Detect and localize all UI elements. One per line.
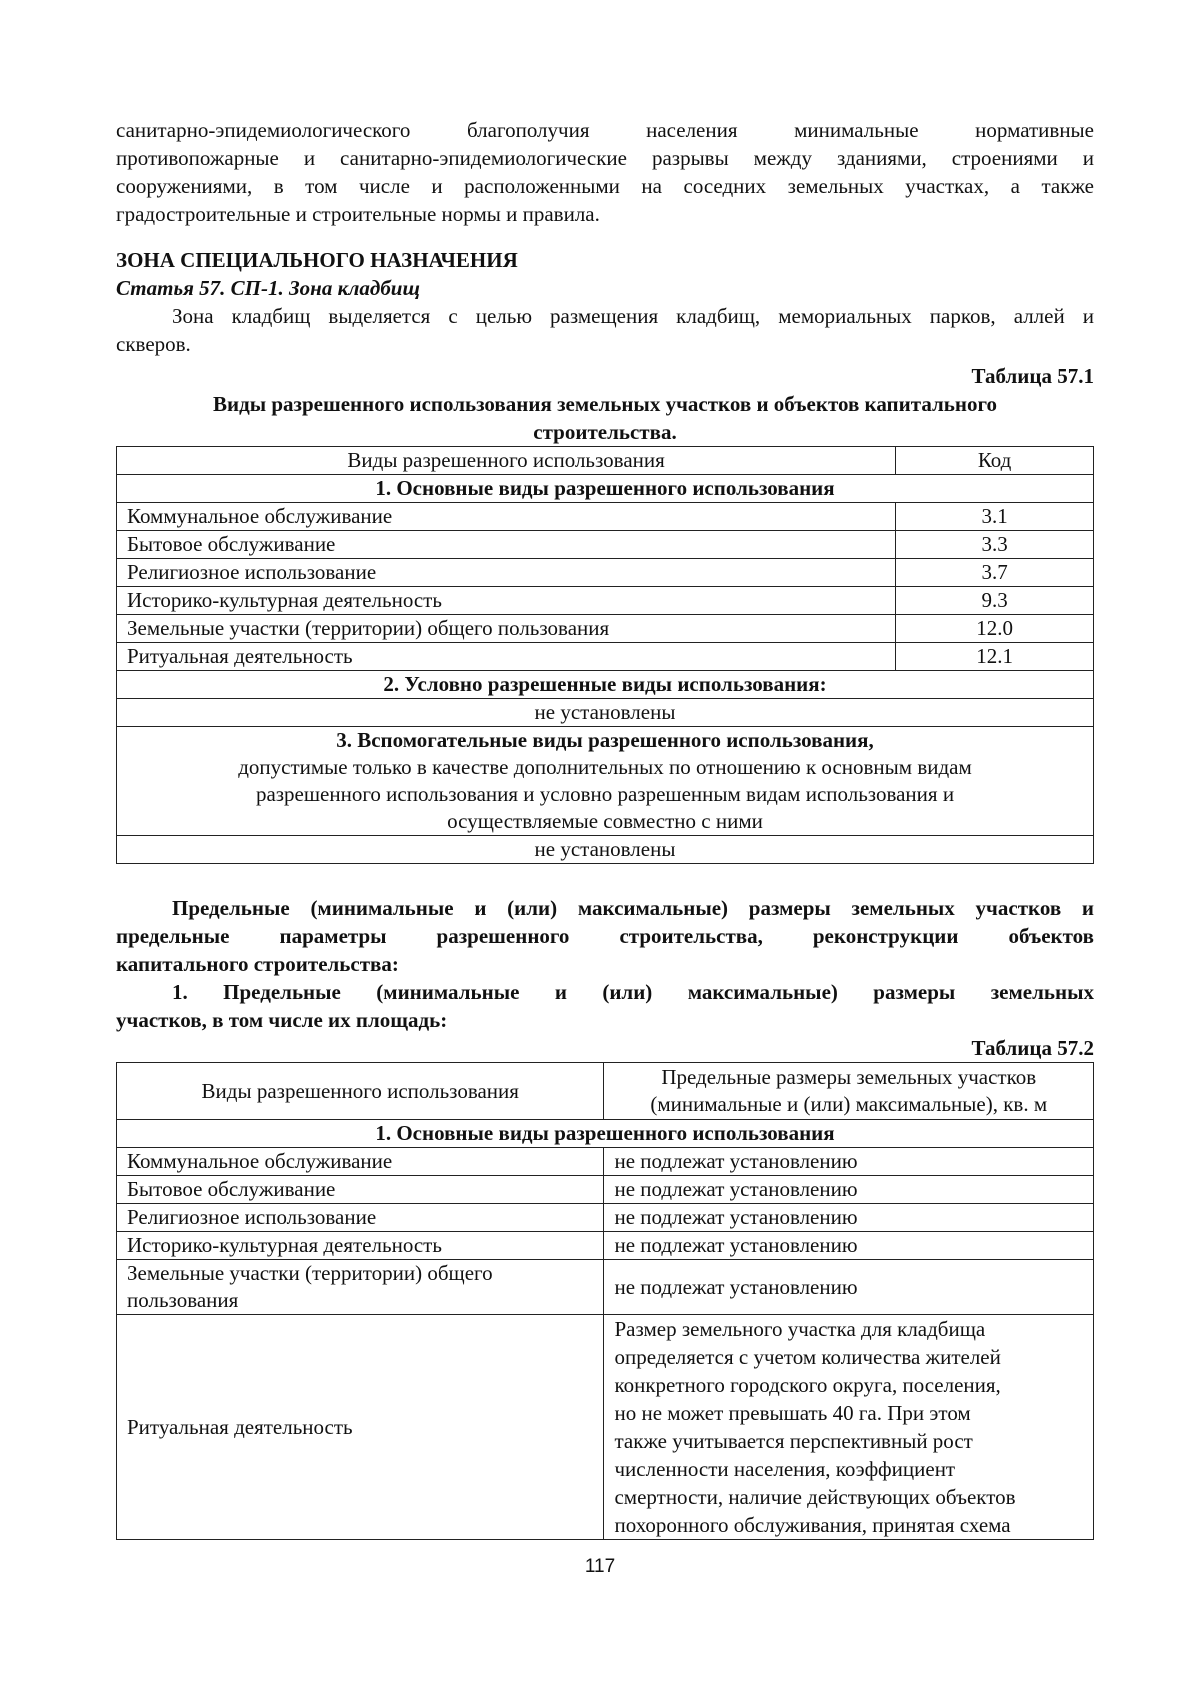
limits-heading-line: капитального строительства:	[116, 952, 399, 976]
table-row	[117, 1315, 1094, 1540]
zone-description-line: Зона кладбищ выделяется с целью размещения кладбищ, мемориальных парков, аллей и	[172, 304, 1094, 328]
use-name-line: Земельные участки (территории) общего	[127, 1261, 493, 1285]
limits-heading	[116, 894, 1094, 978]
table-row	[117, 531, 1094, 559]
section3-cell	[117, 727, 1094, 836]
table-row	[117, 1204, 1094, 1232]
section-title: 3. Вспомогательные виды разрешенного использования,	[336, 728, 874, 752]
table1-caption: Виды разрешенного использования земельных участков и объектов капитального	[212, 392, 998, 416]
column-header	[604, 1063, 1094, 1120]
use-name: Коммунальное обслуживание	[117, 1148, 604, 1176]
size-limit-line: численности населения, коэффициент	[614, 1457, 956, 1481]
intro-line: сооружениями, в том числе и расположенными на соседних земельных участках, а также	[116, 174, 1094, 198]
table-row	[117, 699, 1094, 727]
page-number: 117	[584, 1556, 616, 1577]
intro-line: градостроительные и строительные нормы и правила.	[116, 202, 600, 226]
use-code: 3.1	[896, 503, 1094, 531]
use-name: Историко-культурная деятельность	[117, 1232, 604, 1260]
table-row	[117, 643, 1094, 671]
use-name: Историко-культурная деятельность	[117, 587, 896, 615]
use-name: Земельные участки (территории) общего пользования	[117, 615, 896, 643]
use-name: Религиозное использование	[117, 559, 896, 587]
section-title: 1. Основные виды разрешенного использования	[117, 475, 1094, 503]
article-title: Статья 57. СП-1. Зона кладбищ	[116, 276, 420, 300]
table-row	[117, 615, 1094, 643]
size-limits-table	[116, 1062, 1094, 1540]
use-code: 9.3	[896, 587, 1094, 615]
zone-description	[116, 302, 1094, 358]
limits-heading-line: предельные параметры разрешенного строительства, реконструкции объектов	[116, 924, 1094, 948]
size-limit-line: смертности, наличие действующих объектов	[614, 1485, 1016, 1509]
table-row	[117, 1232, 1094, 1260]
table-header-row	[117, 447, 1094, 475]
use-code: 3.3	[896, 531, 1094, 559]
size-limit-line: определяется с учетом количества жителей	[614, 1345, 1001, 1369]
document-page	[116, 116, 1094, 1540]
table-row	[117, 836, 1094, 864]
size-limit: не подлежат установлению	[604, 1176, 1094, 1204]
use-name: Ритуальная деятельность	[117, 643, 896, 671]
column-header: Виды разрешенного использования	[117, 1063, 604, 1120]
size-limit-line: похоронного обслуживания, принятая схема	[614, 1513, 1011, 1537]
intro-line: противопожарные и санитарно-эпидемиологические разрывы между зданиями, строениями и	[116, 146, 1094, 170]
size-limit: не подлежат установлению	[604, 1204, 1094, 1232]
sizes-heading-line: участков, в том числе их площадь:	[116, 1008, 448, 1032]
table-header-row	[117, 1063, 1094, 1120]
section-value: не установлены	[117, 836, 1094, 864]
intro-line: санитарно-эпидемиологического благополучия населения минимальные нормативные	[116, 118, 1094, 142]
size-limit: не подлежат установлению	[604, 1148, 1094, 1176]
use-name: Религиозное использование	[117, 1204, 604, 1232]
use-code: 3.7	[896, 559, 1094, 587]
limits-heading-line: Предельные (минимальные и (или) максимальные) размеры земельных участков и	[172, 896, 1094, 920]
use-name: Бытовое обслуживание	[117, 1176, 604, 1204]
size-limit: не подлежат установлению	[604, 1260, 1094, 1315]
table-row	[117, 1260, 1094, 1315]
use-code: 12.1	[896, 643, 1094, 671]
size-limit-line: но не может превышать 40 га. При этом	[614, 1401, 971, 1425]
use-name: Ритуальная деятельность	[117, 1315, 604, 1540]
permitted-use-table	[116, 446, 1094, 864]
column-header: Виды разрешенного использования	[117, 447, 896, 475]
table-row	[117, 1148, 1094, 1176]
use-name: Коммунальное обслуживание	[117, 503, 896, 531]
table-row	[117, 1176, 1094, 1204]
section-row	[117, 1120, 1094, 1148]
zone-title: ЗОНА СПЕЦИАЛЬНОГО НАЗНАЧЕНИЯ	[116, 248, 518, 272]
column-header-line: Предельные размеры земельных участков	[661, 1065, 1037, 1089]
table1-label: Таблица 57.1	[971, 364, 1094, 388]
size-limit	[604, 1315, 1094, 1540]
table-row	[117, 587, 1094, 615]
use-name: Бытовое обслуживание	[117, 531, 896, 559]
section-row	[117, 727, 1094, 836]
section-row	[117, 475, 1094, 503]
section-note: допустимые только в качестве дополнительных по отношению к основным видам	[238, 755, 972, 779]
use-code: 12.0	[896, 615, 1094, 643]
section-row	[117, 671, 1094, 699]
use-name-line: пользования	[127, 1288, 239, 1312]
table-row	[117, 559, 1094, 587]
size-limit-line: конкретного городского округа, поселения,	[614, 1373, 1001, 1397]
table1-caption: строительства.	[533, 420, 677, 444]
zone-description-line: скверов.	[116, 332, 191, 356]
size-limit-line: также учитывается перспективный рост	[614, 1429, 973, 1453]
table2-label: Таблица 57.2	[971, 1036, 1094, 1060]
section-title: 1. Основные виды разрешенного использования	[117, 1120, 1094, 1148]
size-limit-line: Размер земельного участка для кладбища	[614, 1317, 986, 1341]
size-limit: не подлежат установлению	[604, 1232, 1094, 1260]
column-header: Код	[896, 447, 1094, 475]
use-name	[117, 1260, 604, 1315]
sizes-heading-line: 1. Предельные (минимальные и (или) максимальные) размеры земельных	[172, 980, 1094, 1004]
section-note: разрешенного использования и условно разрешенным видам использования и	[255, 782, 955, 806]
section-value: не установлены	[117, 699, 1094, 727]
sizes-heading	[116, 978, 1094, 1034]
intro-paragraph	[116, 116, 1094, 228]
column-header-line: (минимальные и (или) максимальные), кв. м	[650, 1092, 1048, 1116]
section-title: 2. Условно разрешенные виды использования:	[117, 671, 1094, 699]
table-row	[117, 503, 1094, 531]
section-note: осуществляемые совместно с ними	[447, 809, 763, 833]
